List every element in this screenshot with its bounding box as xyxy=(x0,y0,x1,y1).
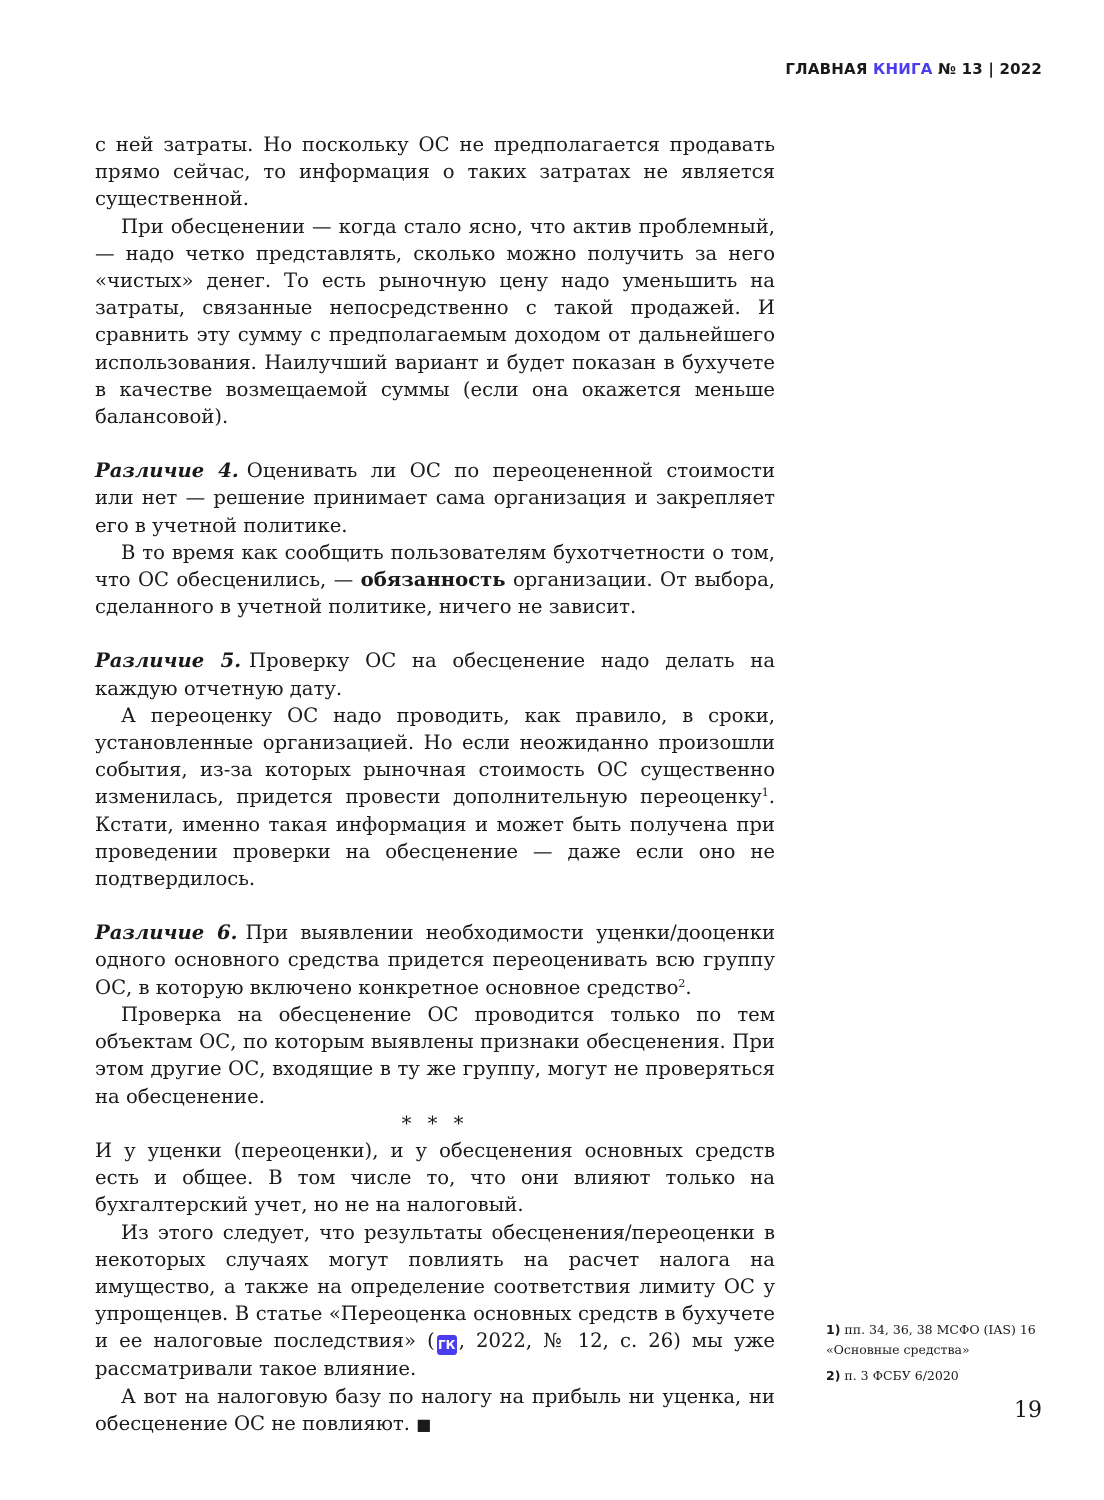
paragraph xyxy=(95,539,775,621)
text-run: организации. От выбора, сделанного в учетной политике, ничего не зависит. xyxy=(95,568,775,619)
text-run: . Кстати, именно такая информация и может быть получена при проведении проверки на обесценение — даже если оно не подтвердилось. xyxy=(95,785,775,891)
difference-label: Различие 4. xyxy=(95,459,239,483)
paragraph xyxy=(95,1219,775,1383)
text-run: В то время как сообщить пользователям бухотчетности о том, что ОС обесценились, — xyxy=(95,540,775,592)
footnote-number: 1) xyxy=(826,1322,841,1337)
paragraph xyxy=(95,1383,775,1438)
footnote-number: 2) xyxy=(826,1368,841,1383)
difference-text: Оценивать ли ОС по переоцененной стоимости или нет — решение принимает сама организация и закрепляет его в учетной политике. xyxy=(95,459,776,537)
difference-6 xyxy=(95,919,775,1001)
paragraph: При обесценении — когда стало ясно, что актив проблемный, — надо четко представлять, сколько можно получить за него «чистых» денег. То есть рыночную цену надо уменьшить на затраты, связанные непосредственно с такой продажей. И сравнить эту сумму с предполагаемым доходом от дальнейшего использования. Наилучший вариант и будет показан в бухучете в качестве возмещаемой суммы (если она окажется меньше балансовой). xyxy=(95,214,775,429)
difference-label: Различие 5. xyxy=(95,649,242,673)
footnote-text: п. 3 ФСБУ 6/2020 xyxy=(844,1368,959,1383)
bold-term: обязанность xyxy=(360,568,506,592)
paragraph: с ней затраты. Но поскольку ОС не предполагается продавать прямо сейчас, то информация о таких затратах не является существенной. xyxy=(95,133,775,211)
header-title: ГЛАВНАЯ xyxy=(785,60,874,78)
header-title-accent: КНИГА xyxy=(873,60,933,78)
article-body xyxy=(95,131,775,1438)
section-separator: * * * xyxy=(401,1111,469,1135)
footnote-ref[interactable]: 2 xyxy=(678,976,686,990)
gk-logo-icon[interactable]: ГК xyxy=(437,1335,457,1355)
text-run: . xyxy=(685,975,692,999)
footnote xyxy=(826,1366,1058,1386)
difference-text: Проверку ОС на обесценение надо делать на каждую отчетную дату. xyxy=(95,649,775,700)
footnote xyxy=(826,1320,1058,1360)
text-run: А переоценку ОС надо проводить, как правило, в сроки, установленные организацией. Но если неожиданно произошли события, из-за которых рыночная стоимость ОС существенно изменилась, придется провести дополнительную переоценку xyxy=(95,703,775,809)
difference-4 xyxy=(95,457,775,539)
text-run: А вот на налоговую базу по налогу на прибыль ни уценка, ни обесценение ОС не повлияют. xyxy=(95,1384,775,1435)
page-number: 19 xyxy=(1014,1398,1042,1423)
running-header xyxy=(785,60,1042,78)
footnote-ref[interactable]: 1 xyxy=(761,786,769,800)
text-run: При выявлении необходимости уценки/дооценки одного основного средства придется переоценивать всю группу ОС, в которую включено конкретное основное средство xyxy=(95,921,776,999)
text-run: , 2022, № 12, с. 26) мы уже рассматривали такое влияние. xyxy=(95,1329,775,1381)
footnote-text: пп. 34, 36, 38 МСФО (IAS) 16 «Основные средства» xyxy=(826,1322,1036,1357)
difference-label: Различие 6. xyxy=(95,921,238,945)
paragraph xyxy=(95,702,775,892)
paragraph: И у уценки (переоценки), и у обесценения основных средств есть и общее. В том числе то, что они влияют только на бухгалтерский учет, но не на налоговый. xyxy=(95,1138,775,1217)
header-issue: № 13 | 2022 xyxy=(932,60,1042,78)
footnotes xyxy=(826,1320,1058,1392)
text-run: Из этого следует, что результаты обесценения/переоценки в некоторых случаях могут повлиять на расчет налога на имущество, а также на определение соответствия лимиту ОС у упрощенцев. В статье «Переоценка основных средств в бухучете и ее налоговые последствия» ( xyxy=(95,1220,775,1353)
paragraph: Проверка на обесценение ОС проводится только по тем объектам ОС, по которым выявлены признаки обесценения. При этом другие ОС, входящие в ту же группу, могут не проверяться на обесценение. xyxy=(95,1002,775,1108)
difference-5 xyxy=(95,647,775,701)
end-mark-icon: ■ xyxy=(416,1414,432,1434)
